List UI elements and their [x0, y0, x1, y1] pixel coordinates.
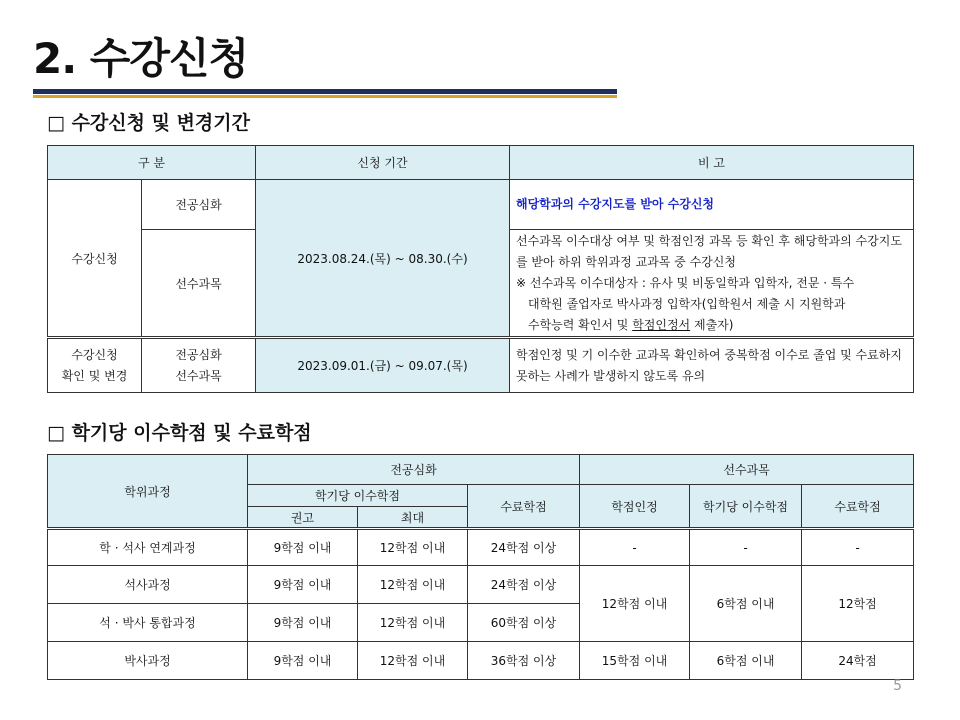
merged-credit-recognition: 12학점 이내 — [580, 566, 690, 642]
completion-credits: 36학점 이상 — [468, 642, 580, 680]
header-prereq-completion: 수료학점 — [802, 485, 914, 529]
registration-period: 2023.08.24.(목) ~ 08.30.(수) — [256, 180, 510, 338]
recommended-credits: 9학점 이내 — [248, 529, 358, 566]
change-subject-labels — [142, 338, 256, 393]
program-name: 석사과정 — [48, 566, 248, 604]
credit-recognition: - — [580, 529, 690, 566]
program-name: 박사과정 — [48, 642, 248, 680]
prereq-note-line-1: 선수과목 이수대상 여부 및 학점인정 과목 등 확인 후 해당학과의 수강지도를 받아 하위 학위과정 교과목 중 수강신청 — [516, 233, 902, 269]
major-note: 해당학과의 수강지도를 받아 수강신청 — [510, 180, 914, 230]
header-credit-recognition: 학점인정 — [580, 485, 690, 529]
registration-period-table — [47, 145, 914, 393]
prereq-completion: 24학점 — [802, 642, 914, 680]
prereq-note-line-2: ※ 선수과목 이수대상자 : 유사 및 비동일학과 입학자, 전문 · 특수 — [516, 275, 855, 290]
header-period: 신청 기간 — [256, 146, 510, 180]
registration-label: 수강신청 — [48, 180, 142, 338]
change-note: 학점인정 및 기 이수한 교과목 확인하여 중복학점 이수로 졸업 및 수료하지 못하는 사례가 발생하지 않도록 유의 — [510, 338, 914, 393]
header-prereq-group: 선수과목 — [580, 455, 914, 485]
header-completion: 수료학점 — [468, 485, 580, 529]
prereq-completion: - — [802, 529, 914, 566]
prereq-note-line-4 — [516, 315, 907, 336]
header-program: 학위과정 — [48, 455, 248, 529]
header-major-group: 전공심화 — [248, 455, 580, 485]
table-row — [48, 566, 914, 604]
table-header-row — [48, 146, 914, 180]
prereq-note — [510, 230, 914, 338]
prereq-note-line-3: 대학원 졸업자로 박사과정 입학자(입학원서 제출 시 지원학과 — [528, 296, 846, 311]
change-prereq-label: 선수과목 — [175, 368, 222, 383]
recommended-credits: 9학점 이내 — [248, 604, 358, 642]
change-label-line-1: 수강신청 — [71, 347, 118, 362]
recommended-credits: 9학점 이내 — [248, 566, 358, 604]
underline-gold — [33, 95, 617, 98]
table-row — [48, 642, 914, 680]
credits-table — [47, 454, 914, 680]
prereq-per-semester: - — [690, 529, 802, 566]
prereq-per-semester: 6학점 이내 — [690, 642, 802, 680]
max-credits: 12학점 이내 — [358, 642, 468, 680]
max-credits: 12학점 이내 — [358, 604, 468, 642]
program-name: 학 · 석사 연계과정 — [48, 529, 248, 566]
max-credits: 12학점 이내 — [358, 566, 468, 604]
credits-header-row-1 — [48, 455, 914, 485]
header-prereq-per-semester: 학기당 이수학점 — [690, 485, 802, 529]
header-note: 비 고 — [510, 146, 914, 180]
recommended-credits: 9학점 이내 — [248, 642, 358, 680]
header-recommended: 권고 — [248, 507, 358, 529]
table-row — [48, 529, 914, 566]
prereq-note-underlined: 학점인정서 — [632, 317, 691, 332]
completion-credits: 60학점 이상 — [468, 604, 580, 642]
header-per-semester: 학기당 이수학점 — [248, 485, 468, 507]
header-category: 구 분 — [48, 146, 256, 180]
completion-credits: 24학점 이상 — [468, 529, 580, 566]
completion-credits: 24학점 이상 — [468, 566, 580, 604]
prereq-note-text: 수학능력 확인서 및 — [528, 317, 633, 332]
change-label-line-2: 확인 및 변경 — [61, 368, 128, 383]
header-max: 최대 — [358, 507, 468, 529]
section-heading-credits: □ 학기당 이수학점 및 수료학점 — [47, 422, 312, 444]
merged-prereq-per-semester: 6학점 이내 — [690, 566, 802, 642]
section-heading-registration-period: □ 수강신청 및 변경기간 — [47, 112, 250, 134]
change-label — [48, 338, 142, 393]
credit-recognition: 15학점 이내 — [580, 642, 690, 680]
table-row — [48, 338, 914, 393]
prereq-note-end: 제출자) — [690, 317, 734, 332]
max-credits: 12학점 이내 — [358, 529, 468, 566]
prereq-label: 선수과목 — [142, 230, 256, 338]
program-name: 석 · 박사 통합과정 — [48, 604, 248, 642]
table-row — [48, 180, 914, 230]
underline-navy — [33, 89, 617, 94]
change-period: 2023.09.01.(금) ~ 09.07.(목) — [256, 338, 510, 393]
merged-prereq-completion: 12학점 — [802, 566, 914, 642]
title-underline — [33, 89, 617, 99]
change-major-label: 전공심화 — [175, 347, 222, 362]
page-number: 5 — [893, 678, 902, 694]
major-label: 전공심화 — [142, 180, 256, 230]
page-title: 2. 수강신청 — [33, 34, 249, 83]
